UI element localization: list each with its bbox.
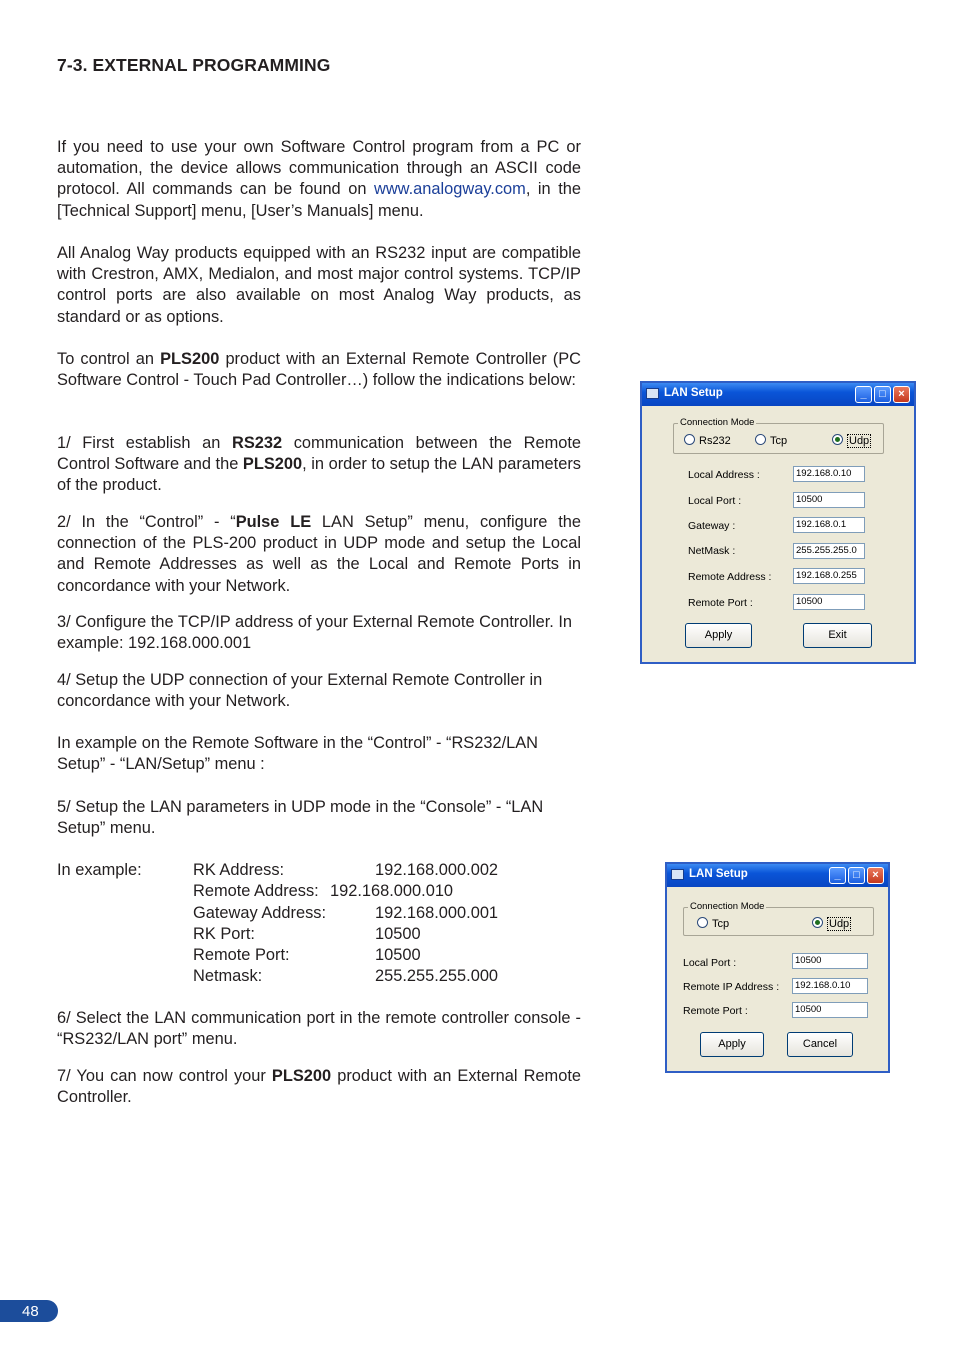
bold-text: Pulse LE	[235, 513, 312, 531]
app-icon	[671, 869, 684, 880]
radio-label: Tcp	[770, 435, 788, 447]
example-key: Remote Port:	[193, 946, 290, 964]
local-port-input[interactable]: 10500	[793, 492, 865, 508]
text: product with an External Remote Controller (PC Software Control - Touch Pad Controller…) follow the indications below:	[57, 350, 581, 390]
text: , in order to setup the LAN parameters of the product.	[57, 455, 581, 495]
text: 6/ Select the LAN communication port in the remote controller console - “RS232/LAN port” menu.	[57, 1009, 581, 1049]
remote-port-input[interactable]: 10500	[792, 1002, 868, 1018]
radio-dot	[684, 434, 695, 445]
title-bar[interactable]	[667, 864, 888, 887]
text: To control an	[57, 350, 161, 368]
radio-tcp[interactable]	[755, 434, 787, 447]
apply-button[interactable]: Apply	[685, 623, 752, 648]
step-5	[57, 797, 581, 839]
radio-label: Udp	[849, 435, 870, 447]
text: 3/ Configure the TCP/IP address of your External Remote Controller. In example: 192.168.000.001	[57, 613, 573, 653]
text: 1/ First establish an	[57, 434, 232, 452]
step-1	[57, 433, 581, 497]
minimize-icon[interactable]: _	[829, 867, 846, 884]
paragraph-control	[57, 349, 581, 391]
connection-mode-group	[673, 417, 884, 454]
remote-ip-address-label: Remote IP Address :	[683, 981, 780, 993]
gateway-label: Gateway :	[688, 520, 736, 532]
group-label: Connection Mode	[680, 417, 755, 428]
connection-mode-group	[683, 901, 874, 936]
netmask-input[interactable]: 255.255.255.0	[793, 543, 865, 559]
product-name: PLS200	[271, 1067, 332, 1085]
product-name: PLS200	[160, 350, 220, 368]
text: If you need to use your own Software Control program from a PC or automation, the device allows communication through an ASCII code protocol. All commands can be found on	[57, 138, 581, 199]
text: In example on the Remote Software in the “Control” - “RS232/LAN Setup” - “LAN/Setup” menu :	[57, 734, 539, 774]
radio-dot-selected	[832, 434, 843, 445]
text: 4/ Setup the UDP connection of your External Remote Controller in concordance with your Network.	[57, 671, 543, 711]
paragraph-intro	[57, 137, 581, 222]
section-heading: 7-3. EXTERNAL PROGRAMMING	[57, 55, 331, 75]
lan-setup-dialog-console	[665, 862, 890, 1073]
close-icon[interactable]: ×	[893, 386, 910, 403]
maximize-icon[interactable]: □	[874, 386, 891, 403]
cancel-button[interactable]: Cancel	[787, 1032, 853, 1057]
radio-udp[interactable]	[812, 917, 851, 930]
text: 5/ Setup the LAN parameters in UDP mode in the “Console” - “LAN Setup” menu.	[57, 798, 544, 838]
netmask-label: NetMask :	[688, 545, 736, 557]
text: , in the [Technical Support] menu, [User’s Manuals] menu.	[57, 180, 581, 220]
website-link[interactable]: www.analogway.com	[373, 180, 526, 199]
example-value: 192.168.000.001	[375, 904, 499, 922]
remote-port-input[interactable]: 10500	[793, 594, 865, 610]
page-number: 48	[22, 1303, 39, 1320]
gateway-input[interactable]: 192.168.0.1	[793, 517, 865, 533]
remote-port-label: Remote Port :	[688, 597, 753, 609]
text: 7/ You can now control your	[57, 1067, 272, 1085]
group-label: Connection Mode	[690, 901, 765, 912]
local-port-label: Local Port :	[688, 495, 742, 507]
text: All Analog Way products equipped with an RS232 input are compatible with Crestron, AMX, Medialon, and most major control systems. TCP/IP control ports are also available on most Analog Way products, as standard or as options.	[57, 244, 581, 326]
radio-udp[interactable]	[832, 434, 871, 447]
local-address-label: Local Address :	[688, 469, 760, 481]
radio-rs232[interactable]	[684, 434, 731, 447]
local-port-input[interactable]: 10500	[792, 953, 868, 969]
minimize-icon[interactable]: _	[855, 386, 872, 403]
remote-address-label: Remote Address :	[688, 571, 772, 583]
radio-dot	[755, 434, 766, 445]
example-key: Gateway Address:	[193, 904, 327, 922]
remote-port-label: Remote Port :	[683, 1005, 748, 1017]
local-port-label: Local Port :	[683, 957, 737, 969]
example-value: 255.255.255.000	[375, 967, 499, 985]
step-2	[57, 512, 581, 597]
example-value: 10500	[375, 946, 421, 964]
app-icon	[646, 388, 659, 399]
product-name: PLS200	[242, 455, 303, 474]
text: 2/ In the “Control” - “	[57, 513, 236, 531]
radio-label: Tcp	[712, 918, 730, 930]
example-value: 192.168.000.010	[330, 882, 454, 900]
apply-button[interactable]: Apply	[700, 1032, 764, 1057]
radio-tcp[interactable]	[697, 917, 729, 930]
example-key: RK Address:	[193, 861, 285, 879]
text: product with an External Remote Controller.	[57, 1067, 581, 1107]
remote-address-input[interactable]: 192.168.0.255	[793, 568, 865, 584]
radio-dot	[697, 917, 708, 928]
paragraph-compatibility	[57, 243, 581, 328]
step-6	[57, 1008, 581, 1050]
example-key: Remote Address:	[193, 882, 319, 900]
dialog-title: LAN Setup	[664, 387, 723, 399]
remote-ip-address-input[interactable]: 192.168.0.10	[792, 978, 868, 994]
paragraph-example	[57, 733, 581, 775]
example-label: In example:	[57, 861, 142, 879]
radio-dot-selected	[812, 917, 823, 928]
example-value: 192.168.000.002	[375, 861, 499, 879]
close-icon[interactable]: ×	[867, 867, 884, 884]
step-7	[57, 1066, 581, 1108]
text: LAN Setup” menu, configure the connection of the PLS-200 product in UDP mode and setup the Local and Remote Addresses as well as the Local and Remote Ports in concordance with your Network.	[57, 513, 581, 595]
radio-label: Rs232	[699, 435, 731, 447]
local-address-input[interactable]: 192.168.0.10	[793, 466, 865, 482]
maximize-icon[interactable]: □	[848, 867, 865, 884]
lan-setup-dialog-remote	[640, 381, 916, 664]
example-key: Netmask:	[193, 967, 263, 985]
exit-button[interactable]: Exit	[803, 623, 872, 648]
step-4	[57, 670, 581, 712]
dialog-title: LAN Setup	[689, 868, 748, 880]
text: communication between the Remote Control Software and the	[57, 434, 582, 474]
example-key: RK Port:	[193, 925, 255, 943]
example-value: 10500	[375, 925, 421, 943]
title-bar[interactable]	[642, 383, 914, 406]
step-3	[57, 612, 581, 654]
radio-label: Udp	[829, 918, 850, 930]
bold-text: RS232	[231, 434, 283, 452]
